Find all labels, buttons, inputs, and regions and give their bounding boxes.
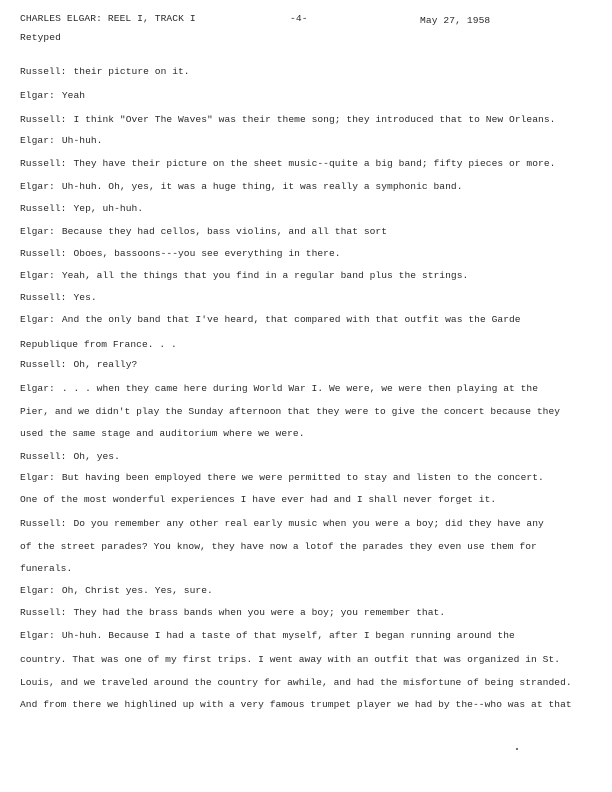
line-text: Yep, uh-huh. <box>73 203 144 214</box>
transcript-line <box>20 226 387 237</box>
transcript-line <box>20 383 538 394</box>
transcript-line <box>20 563 72 574</box>
transcript-line <box>20 114 555 125</box>
transcript-line <box>20 181 463 192</box>
line-text: Do you remember any other real early music when you were a boy; did they have any <box>73 518 544 529</box>
line-text: They have their picture on the sheet music--quite a big band; fifty pieces or more. <box>73 158 556 169</box>
speaker-label: Russell: <box>20 66 67 77</box>
document-date: May 27, 1958 <box>420 15 491 26</box>
transcript-line <box>20 203 143 214</box>
line-text: One of the most wonderful experiences I have ever had and I shall never forget it. <box>20 494 497 505</box>
line-text: And the only band that I've heard, that compared with that outfit was the Garde <box>61 314 521 325</box>
line-text: their picture on it. <box>73 66 190 77</box>
transcript-line <box>20 292 97 303</box>
line-text: country. That was one of my first trips. I went away with an outfit that was organized in St. <box>20 654 561 665</box>
speaker-label: Elgar: <box>20 135 55 146</box>
line-text: Oh, really? <box>73 359 138 370</box>
line-text: Yeah, all the things that you find in a regular band plus the strings. <box>61 270 469 281</box>
speaker-label: Russell: <box>20 359 67 370</box>
transcript-line <box>20 607 445 618</box>
speaker-label: Russell: <box>20 248 67 259</box>
transcript-line <box>20 90 85 101</box>
transcript-line <box>20 314 521 325</box>
transcript-line <box>20 248 341 259</box>
transcript-line <box>20 135 103 146</box>
line-text: Because they had cellos, bass violins, and all that sort <box>61 226 388 237</box>
speaker-label: Elgar: <box>20 226 55 237</box>
speaker-label: Russell: <box>20 451 67 462</box>
stray-mark <box>516 748 518 750</box>
line-text: Pier, and we didn't play the Sunday afternoon that they were to give the concert because they <box>20 406 561 417</box>
speaker-label: Russell: <box>20 114 67 125</box>
line-text: Uh-huh. <box>61 135 103 146</box>
line-text: Uh-huh. Because I had a taste of that myself, after I began running around the <box>61 630 515 641</box>
line-text: They had the brass bands when you were a boy; you remember that. <box>73 607 446 618</box>
transcript-line <box>20 677 572 688</box>
speaker-label: Elgar: <box>20 383 55 394</box>
speaker-label: Elgar: <box>20 270 55 281</box>
transcript-line <box>20 428 305 439</box>
line-text: funerals. <box>20 563 73 574</box>
speaker-label: Russell: <box>20 203 67 214</box>
line-text: . . . when they came here during World War I. We were, we were then playing at the <box>61 383 539 394</box>
speaker-label: Elgar: <box>20 630 55 641</box>
line-text: Yeah <box>61 90 86 101</box>
speaker-label: Elgar: <box>20 181 55 192</box>
transcript-line <box>20 451 120 462</box>
line-text: Republique from France. . . <box>20 339 177 350</box>
transcript-line <box>20 359 137 370</box>
document-title: CHARLES ELGAR: REEL I, TRACK I <box>20 13 196 24</box>
speaker-label: Elgar: <box>20 472 55 483</box>
speaker-label: Elgar: <box>20 314 55 325</box>
transcript-line <box>20 494 496 505</box>
transcript-line <box>20 654 560 665</box>
transcript-line <box>20 406 560 417</box>
line-text: And from there we highlined up with a very famous trumpet player we had by the--who was at that <box>20 699 572 710</box>
transcript-line <box>20 630 515 641</box>
line-text: of the street parades? You know, they have now a lotof the parades they even use them for <box>20 541 537 552</box>
line-text: Oh, Christ yes. Yes, sure. <box>61 585 213 596</box>
line-text: Oboes, bassoons---you see everything in there. <box>73 248 341 259</box>
transcript-line <box>20 585 213 596</box>
transcript-line <box>20 518 544 529</box>
speaker-label: Elgar: <box>20 90 55 101</box>
line-text: Yes. <box>73 292 97 303</box>
line-text: But having been employed there we were permitted to stay and listen to the concert. <box>61 472 544 483</box>
transcript-line <box>20 270 468 281</box>
transcript-line <box>20 158 555 169</box>
retyped-note: Retyped <box>20 32 62 43</box>
speaker-label: Elgar: <box>20 585 55 596</box>
transcript-line <box>20 66 190 77</box>
transcript-line <box>20 541 537 552</box>
transcript-line <box>20 699 572 710</box>
speaker-label: Russell: <box>20 292 67 303</box>
line-text: Oh, yes. <box>73 451 120 462</box>
line-text: used the same stage and auditorium where we were. <box>20 428 305 439</box>
speaker-label: Russell: <box>20 518 67 529</box>
transcript-line <box>20 472 544 483</box>
page-number: -4- <box>290 13 308 24</box>
transcript-line <box>20 339 177 350</box>
speaker-label: Russell: <box>20 158 67 169</box>
line-text: I think "Over The Waves" was their theme song; they introduced that to New Orleans. <box>73 114 556 125</box>
line-text: Louis, and we traveled around the country for awhile, and had the misfortune of being stranded. <box>20 677 572 688</box>
line-text: Uh-huh. Oh, yes, it was a huge thing, it was really a symphonic band. <box>61 181 463 192</box>
speaker-label: Russell: <box>20 607 67 618</box>
